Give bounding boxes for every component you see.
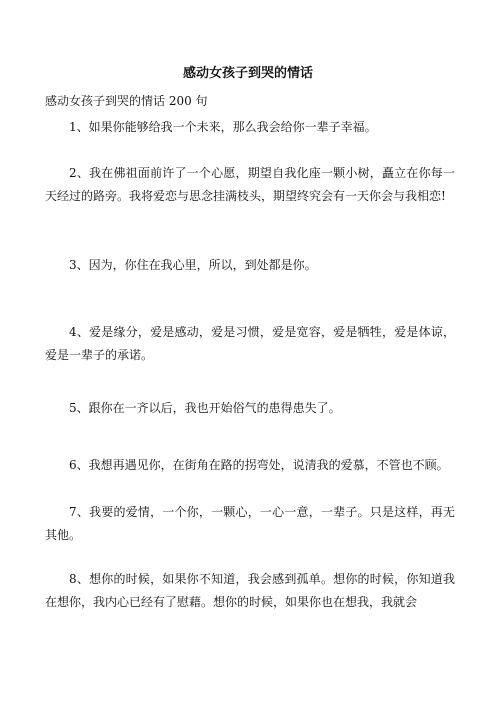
paragraph-3: 3、因为，你住在我心里，所以，到处都是你。 bbox=[69, 258, 317, 272]
paragraph-7: 7、我要的爱情，一个你，一颗心，一心一意，一辈子。只是这样，再无其他。 bbox=[45, 505, 455, 542]
paragraph-4: 4、爱是缘分，爱是感动，爱是习惯，爱是宽容，爱是牺牲，爱是体谅，爱是一辈子的承诺。 bbox=[45, 325, 455, 362]
paragraph-8: 8、想你的时候，如果你不知道，我会感到孤单。想你的时候，你知道我在想你，我内心已经有了慰藉。想你的时候，如果你也在想我，我就会 bbox=[45, 572, 455, 609]
paragraph-2: 2、我在佛祖面前许了一个心愿，期望自我化座一颗小树，矗立在你每一天经过的路旁。我将爱恋与思念挂满枝头，期望终究会有一天你会与我相恋! bbox=[45, 166, 455, 203]
document-title: 感动女孩子到哭的情话 bbox=[182, 66, 313, 81]
paragraph-5: 5、跟你在一齐以后，我也开始俗气的患得患失了。 bbox=[69, 401, 341, 415]
document-subtitle: 感动女孩子到哭的情话 200 句 bbox=[45, 94, 208, 108]
paragraph-6: 6、我想再遇见你，在街角在路的拐弯处，说清我的爱慕，不管也不顾。 bbox=[69, 458, 449, 472]
paragraph-1: 1、如果你能够给我一个未来，那么我会给你一辈子幸福。 bbox=[69, 120, 377, 134]
